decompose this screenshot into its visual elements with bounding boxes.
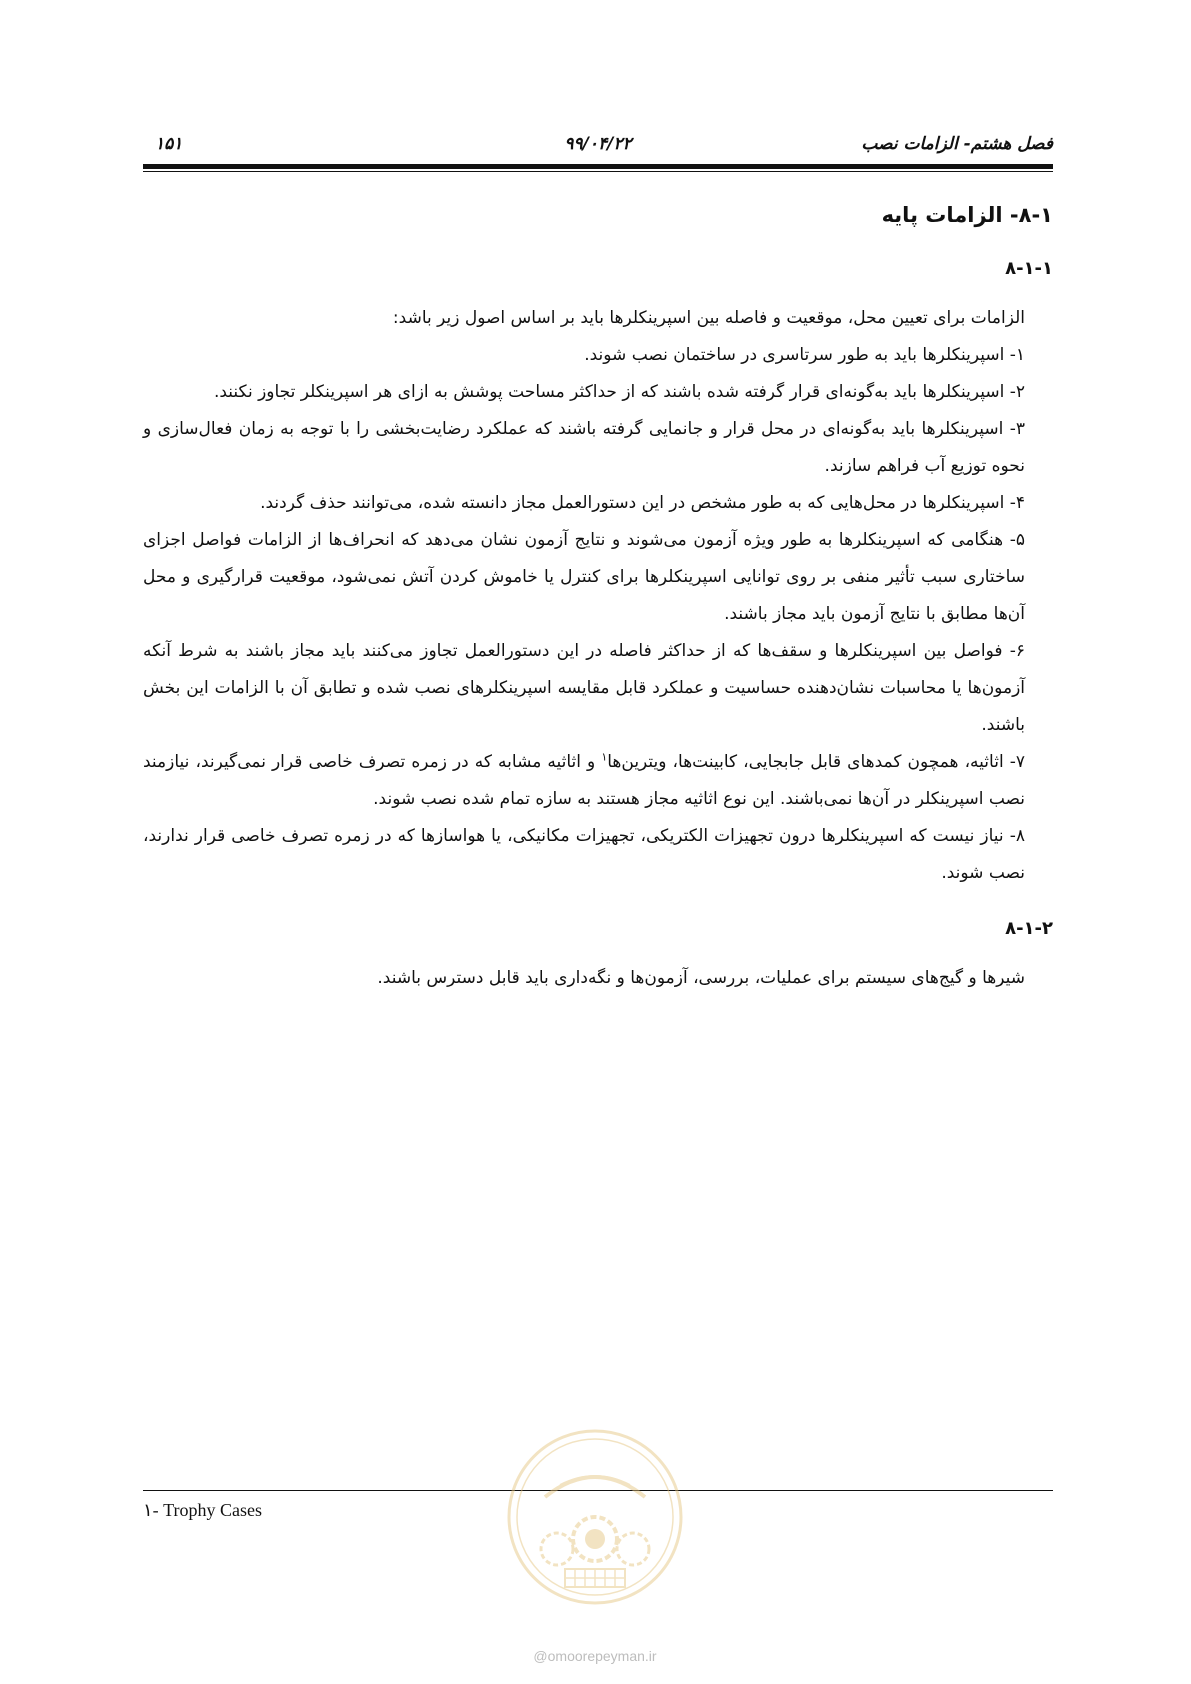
item7-text-start: ۷- اثاثیه، همچون کمدهای قابل جابجایی، کابینت‌ها، ویترین‌ها [607,752,1025,772]
list-item: ۶- فواصل بین اسپرینکلرها و سقف‌ها که از حداکثر فاصله در این دستورالعمل تجاوز می‌کنند باید مجاز باشند به شرط آنکه آزمون‌ها یا محاسبات نشان‌دهنده حساسیت و عملکرد قابل مقایسه اسپرینکلرهای نصب شده و تطابق آن با الزامات این بخش باشند. [143,641,1025,735]
list-item [143,744,1053,818]
item7-text-end: و اثاثیه مشابه که در زمره تصرف خاصی قرار نمی‌گیرند، نیازمند نصب اسپرینکلر در آن‌ها نمی‌باشند. این نوع اثاثیه مجاز هستند به سازه تمام شده نصب شوند. [143,752,1025,809]
revision-date: ۹۹/۰۴/۲۲ [564,134,632,154]
subsection-number-2: ۸-۱-۲ [1005,918,1053,939]
page-body [143,200,1053,997]
list-item: ۸- نیاز نیست که اسپرینکلرها درون تجهیزات الکتریکی، تجهیزات مکانیکی، یا هواسازها که در زمره تصرف خاصی قرار ندارند، نصب شوند. [143,826,1025,883]
footnote: ۱- Trophy Cases [143,1500,263,1520]
section-title: ۸-۱- الزامات پایه [881,203,1053,227]
page-number: ۱۵۱ [155,134,183,154]
subsection-intro: الزامات برای تعیین محل، موقعیت و فاصله بین اسپرینکلرها باید بر اساس اصول زیر باشد: [392,308,1025,328]
list-item: ۴- اسپرینکلرها در محل‌هایی که به طور مشخص در این دستورالعمل مجاز دانسته شده، می‌توانند حذف گردند. [260,493,1025,513]
header-rule-thin [143,171,1053,172]
list-item: ۵- هنگامی که اسپرینکلرها به طور ویژه آزمون می‌شوند و نتایج آزمون نشان می‌دهد که انحراف‌ها از الزامات فواصل اجزای ساختاری سبب تأثیر منفی بر روی توانایی اسپرینکلرها برای کنترل یا خاموش کردن آتش نمی‌شود، موقعیت قرارگیری و محل آن‌ها مطابق با نتایج آزمون باید مجاز باشند. [143,530,1025,624]
header-rule-thick [143,164,1053,169]
subsection-text: شیرها و گیج‌های سیستم برای عملیات، بررسی، آزمون‌ها و نگه‌داری باید قابل دسترس باشند. [377,968,1025,988]
chapter-title: فصل هشتم- الزامات نصب [861,134,1053,154]
list-item: ۱- اسپرینکلرها باید به طور سرتاسری در ساختمان نصب شوند. [584,345,1025,365]
watermark-seal-icon [505,1427,685,1607]
page-header [143,128,1053,158]
list-item: ۲- اسپرینکلرها باید به‌گونه‌ای قرار گرفته شده باشند که از حداکثر مساحت پوشش به ازای هر اسپرینکلر تجاوز نکنند. [213,382,1025,402]
list-item: ۳- اسپرینکلرها باید به‌گونه‌ای در محل قرار و جانمایی گرفته باشند که عملکرد رضایت‌بخشی را با توجه به زمان فعال‌سازی و نحوه توزیع آب فراهم سازند. [143,419,1025,476]
footnote-reference: ۱ [601,750,608,764]
watermark-site: @omoorepeyman.ir [533,1648,657,1664]
subsection-number-1: ۸-۱-۱ [1005,258,1053,279]
